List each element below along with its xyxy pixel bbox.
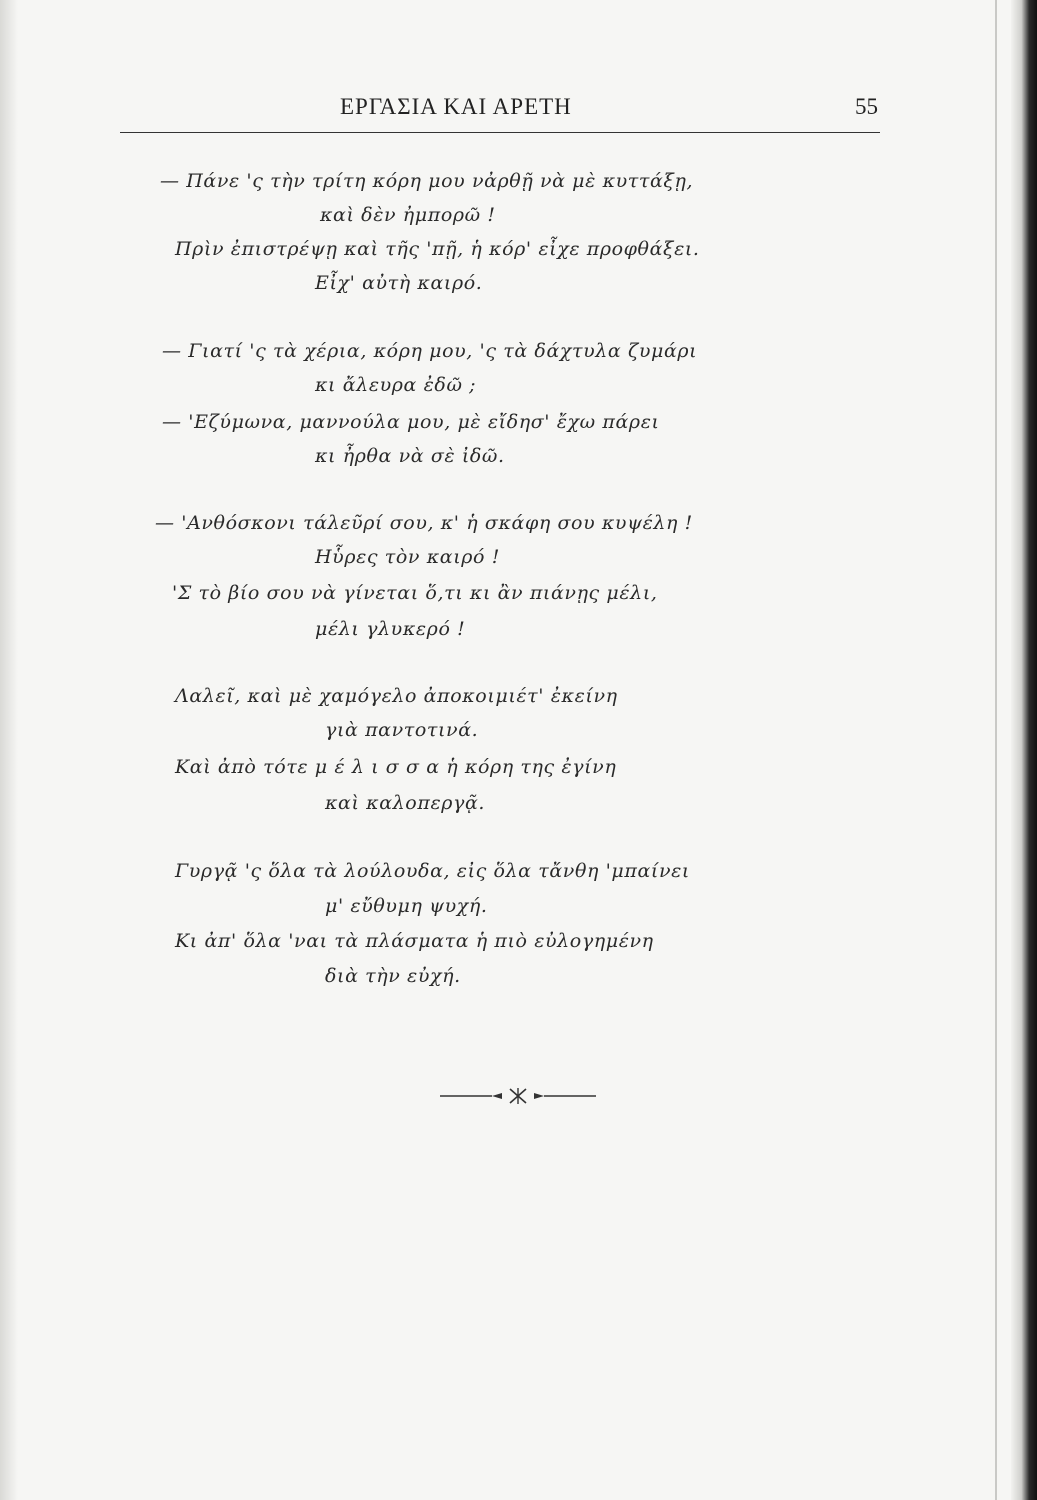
running-title: ΕΡΓΑΣΙΑ ΚΑΙ ΑΡΕΤΗ <box>340 94 572 119</box>
page-number: 55 <box>855 94 878 119</box>
poem-line: γιὰ παντοτινά. <box>325 719 479 741</box>
poem-line: — 'Εζύμωνα, μαννούλα μου, μὲ εἴδησ' ἔχω πάρει <box>162 411 660 433</box>
poem-line: μ' εὔθυμη ψυχή. <box>325 895 488 917</box>
poem-line: — Πάνε 'ς τὴν τρίτη κόρη μου νἀρθῇ νὰ μὲ κυττάξῃ, <box>160 170 694 192</box>
poem-line: — 'Ανθόσκονι τάλεῦρί σου, κ' ἡ σκάφη σου κυψέλη ! <box>155 512 693 534</box>
poem-line: Καὶ ἀπὸ τότε μ έ λ ι σ σ α ἡ κόρη της ἐγίνη <box>175 756 617 778</box>
page-fold-line <box>995 0 997 1500</box>
poem-line: κι ἦρθα νὰ σὲ ἰδῶ. <box>315 445 505 467</box>
poem-line: Ηὗρες τὸν καιρό ! <box>315 546 500 568</box>
poem-line: καὶ καλοπεργᾷ. <box>325 792 486 814</box>
poem-line: Λαλεῖ, καὶ μὲ χαμόγελο ἀποκοιμιέτ' ἐκείνη <box>175 685 618 707</box>
page-shadow-right <box>1011 0 1037 1500</box>
page-shadow-left <box>0 0 18 1500</box>
poem-line: κι ἄλευρα ἐδῶ ; <box>315 374 477 396</box>
page-header <box>120 92 880 133</box>
poem-line: Γυργᾷ 'ς ὅλα τὰ λούλουδα, εἰς ὅλα τἄνθη 'μπαίνει <box>175 860 690 882</box>
poem-line: μέλι γλυκερό ! <box>315 618 466 640</box>
poem-line: διὰ τὴν εὐχή. <box>325 965 461 987</box>
poem-line: Εἶχ' αὐτὴ καιρό. <box>315 272 483 294</box>
poem-line: Κι ἀπ' ὅλα 'ναι τὰ πλάσματα ἡ πιὸ εὐλογημένη <box>175 930 654 952</box>
poem-line: Πρὶν ἐπιστρέψῃ καὶ τῆς 'πῇ, ἡ κόρ' εἶχε προφθάξει. <box>175 238 700 260</box>
poem-line: 'Σ τὸ βίο σου νὰ γίνεται ὅ,τι κι ἂν πιάνῃς μέλι, <box>172 582 658 604</box>
poem-line: καὶ δὲν ἠμπορῶ ! <box>320 204 496 226</box>
poem-line: — Γιατί 'ς τὰ χέρια, κόρη μου, 'ς τὰ δάχτυλα ζυμάρι <box>162 340 698 362</box>
section-end-ornament <box>440 1086 596 1106</box>
